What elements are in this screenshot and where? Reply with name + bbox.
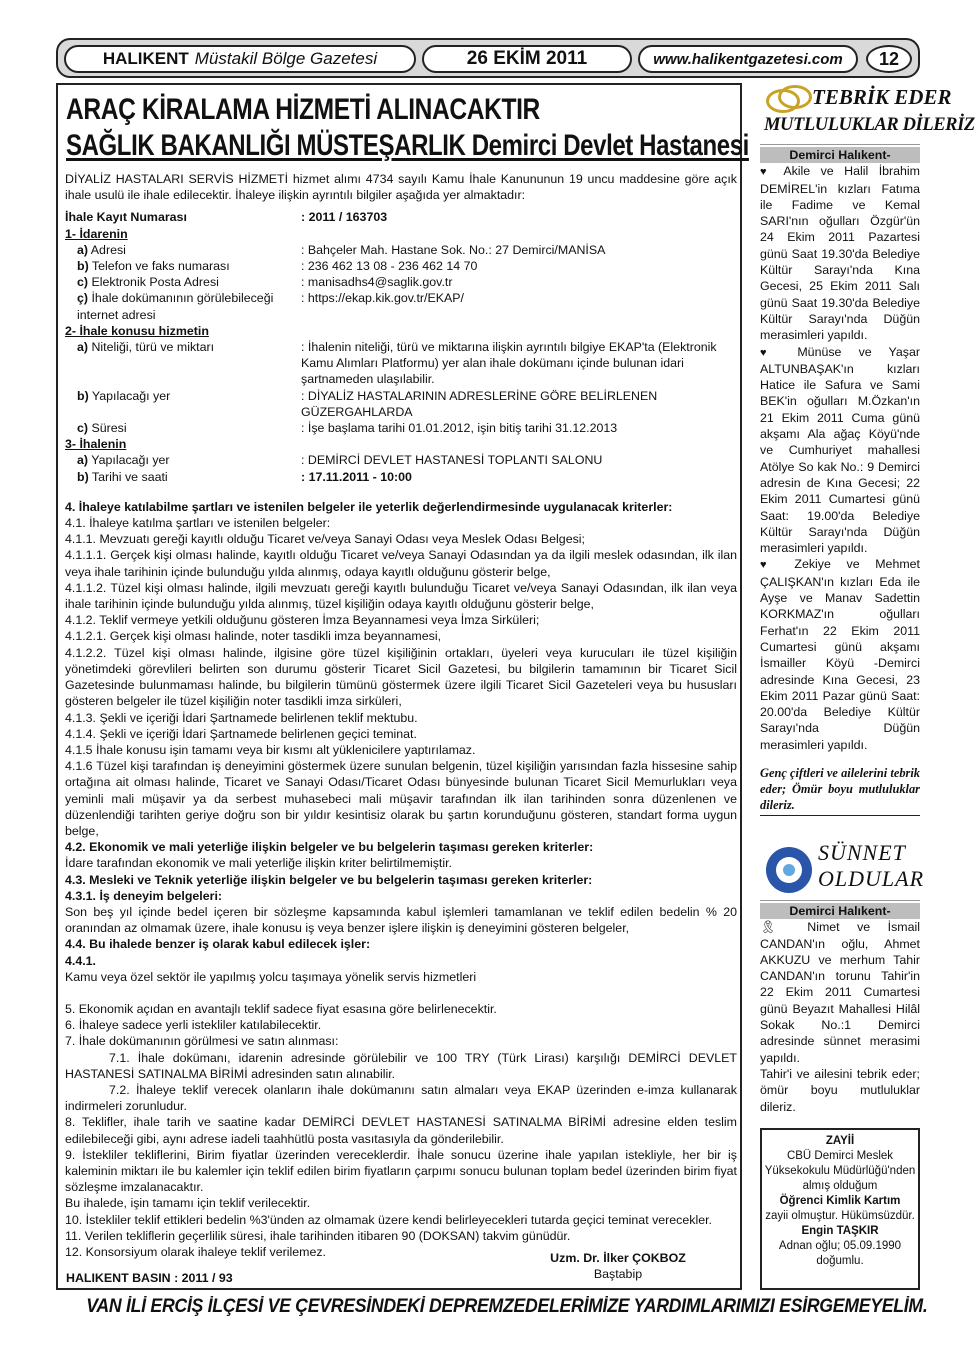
dateline: Demirci Halıkent-	[760, 903, 920, 919]
congratulations-column	[760, 83, 975, 825]
circumcision-wish: Tahir'i ve ailesini tebrik eder; ömür boyu mutluluklar dileriz.	[760, 1066, 920, 1114]
info-row: b) Telefon ve faks numarası : 236 462 13 08 - 236 462 14 70	[77, 259, 478, 274]
clause: 4.1.4. Şekli ve içeriği İdari Şartnamede belirlenen geçici teminat.	[65, 726, 417, 741]
paper-name-pill	[64, 45, 416, 73]
ribbon-icon: 🎗	[760, 920, 790, 935]
masthead	[56, 38, 920, 78]
info-row: a) Niteliği, türü ve miktarı : İhalenin niteliği, türü ve miktarına ilişkin ayrıntılı bilgiye EKAP'ta (Elektronik Kamu Alımları Platformu) yer alan ihale dokümanı içinde bulunan idari şartnameden ulaşılabilir.	[77, 340, 717, 387]
clause: 4.3. Mesleki ve Teknik yeterliğe ilişkin belgeler ve bu belgelerin taşıması gereken kriterler:	[65, 872, 593, 887]
owner-details: Adnan oğlu; 05.09.1990 doğumlu.	[778, 1240, 902, 1267]
clause: 4. İhaleye katılabilme şartları ve istenilen belgeler ile yeterlik değerlendirmesinde uygulanacak kriterler:	[65, 499, 673, 514]
press-reference: HALIKENT BASIN : 2011 / 93	[66, 1271, 233, 1285]
heart-icon: ♥	[760, 346, 781, 359]
wedding-ring-icon	[778, 85, 812, 109]
info-row: a) Adresi : Bahçeler Mah. Hastane Sok. No.: 27 Demirci/MANİSA	[77, 242, 606, 257]
section-title: 1- İdarenin	[65, 226, 128, 241]
heart-icon: ♥	[760, 166, 774, 179]
clause: 9. İstekliler tekliflerini, Birim fiyatlar üzerinden vereceklerdir. İhale sonucu üzerine ihale yapılan istekliyle, her bir iş kaleminin miktarı ile bu kalemler için teklif edilen birim fiyatların çarpımı sonucu bulunan toplam bedel üzerinden birim fiyat sözleşme imzalanacaktır.	[65, 1147, 737, 1195]
clause: 8. Teklifler, ihale tarih ve saatine kadar DEMİRCİ DEVLET HASTANESİ SATINALMA BİRİMİ adresine elden teslim edilebileceği gibi, aynı adrese iadeli taahhütlü posta vasıtasıyla da gönderilebilir.	[65, 1115, 737, 1146]
info-row: b) Tarihi ve saati : 17.11.2011 - 10:00	[77, 469, 412, 484]
banner-title: TEBRİK EDER	[812, 85, 952, 109]
paper-name: HALIKENT	[102, 49, 189, 68]
info-row: c) Elektronik Posta Adresi : manisadhs4@saglik.gov.tr	[77, 275, 453, 290]
clause: 5. Ekonomik açıdan en avantajlı teklif sadece fiyat esasına göre belirlenecektir.	[65, 1001, 497, 1016]
wedding-notice: ♥ Zekiye ve Mehmet ÇALIŞKAN'ın kızları Eda ile Ayşe ve Manav Sadettin KORKMAZ'ın oğulları Ferhat'ın 22 Ekim 2011 Cumartesi günü akşamı İsmailler Köyü -Demirci adresinde Kına Gecesi, 23 Ekim 2011 Pazar günü Saat: 20.00'da Belediye Kültür Sarayı'nda Düğün merasimleri yapıldı.	[760, 557, 920, 752]
info-row: b) Yapılacağı yer : DİYALİZ HASTALARININ ADRESLERİNE GÖRE BELİRLENEN GÜZERGAHLARDA	[77, 388, 658, 419]
clause: 4.1.1. Mevzuatı gereği kayıtlı olduğu Ticaret ve/veya Sanayi Odası veya Meslek Odası Belgesi;	[65, 532, 585, 547]
clause: 4.1.6 Tüzel kişi tarafından iş deneyimini göstermek üzere sunulan belgenin, tüzel kişiliğin yarısından fazla hissesine sahip ortağına ait olması halinde, Ticaret ve Sanayi Odası/Ticaret Odası bünyesinde bulunan Ticaret Sicil Memurlukları veya yeminli mali müşavir ya da serbest muhasebeci mali müşavir tarafından ilk ilan tarihinden sonra düzenlenen ve düzenlendiği tarihten geriye doğru son bir yıldır kesintisiz olarak bu şartın korunduğunu gösteren, standart forma uygun belge,	[65, 759, 737, 838]
clause: 6. İhaleye sadece yerli istekliler katılabilecektir.	[65, 1018, 322, 1033]
tender-announcement	[56, 83, 749, 1290]
lost-id-notice	[760, 1128, 920, 1290]
clause: 4.4.1.	[65, 953, 97, 968]
notice-title: ZAYİİ	[825, 1135, 855, 1147]
clause: 4.1.2. Teklif vermeye yetkili olduğunu gösteren İmza Beyannamesi veya İmza Sirküleri;	[65, 613, 540, 628]
clause: 4.1.5 İhale konusu işin tamamı veya bir kısmı alt yüklenicilere yaptırılamaz.	[65, 742, 476, 757]
banner-title: SÜNNET	[818, 840, 906, 865]
notice-item: Öğrenci Kimlik Kartım	[779, 1195, 901, 1207]
notice-text: zayii olmuştur. Hükümsüzdür.	[765, 1210, 915, 1222]
banner-subtitle: MUTLULUKLAR DİLERİZ	[764, 115, 975, 135]
clause: 4.1.3. Şekli ve içeriği İdari Şartnamede belirlenen teklif mektubu.	[65, 710, 418, 725]
clause: 11. Verilen tekliflerin geçerlilik süresi, ihale tarihinden itibaren 90 (DOKSAN) takvim günüdür.	[65, 1228, 571, 1243]
signer-name: Uzm. Dr. İlker ÇOKBOZ	[550, 1251, 686, 1265]
clause: 4.3.1. İş deneyim belgeleri:	[65, 888, 223, 903]
registration-row	[65, 209, 737, 225]
clause: Kamu veya özel sektör ile yapılmış yolcu taşımaya yönelik servis hizmetleri	[65, 969, 477, 984]
clause: 4.1.2.1. Gerçek kişi olması halinde, noter tasdikli imza beyannamesi,	[65, 629, 442, 644]
issue-date: 26 EKİM 2011	[422, 45, 632, 73]
section-title: 2- İhale konusu hizmetin	[65, 323, 209, 338]
footer-slogan: VAN İLİ ERCİŞ İLÇESİ VE ÇEVRESİNDEKİ DEPREMZEDELERİMİZE YARDIMLARIMIZI ESİRGEMEYELİM.	[86, 1296, 928, 1317]
page-number: 12	[866, 45, 912, 73]
intro-paragraph: DİYALİZ HASTALARI SERVİS HİZMETİ hizmet alımı 4734 sayılı Kamu İhale Kanununun 19 uncu maddesine göre açık ihale usulü ile ihale edilecektir. İhaleye ilişkin ayrıntılı bilgiler aşağıda yer almaktadır:	[65, 172, 737, 203]
article-subtitle: SAĞLIK BAKANLIĞI MÜSTEŞARLIK Demirci Devlet Hastanesi	[66, 129, 749, 162]
congratulations-banner	[760, 83, 975, 145]
clause: Bu ihalede, işin tamamı için teklif verilecektir.	[65, 1196, 311, 1211]
paper-subtitle: Müstakil Bölge Gazetesi	[194, 49, 378, 68]
clause: 7. İhale dokümanının görülmesi ve satın alınması:	[65, 1034, 339, 1049]
clause: 4.1.1.2. Tüzel kişi olması halinde, ilgili mevzuatı gereği kayıtlı bulunduğu Ticaret ve/veya Sanayi Odasından, ilk ilan veya ihale tarihinin içinde bulunduğu yılda alınmış, tüzel kişiliğin odaya kayıtlı olduğunu gösterir belge,	[65, 580, 737, 612]
circumcision-banner	[760, 840, 925, 901]
info-row: ç) İhale dokümanının görülebileceği internet adresi : https://ekap.kik.gov.tr/EKAP/	[77, 291, 464, 322]
clause: 4.1.1.1. Gerçek kişi olması halinde, kayıtlı olduğu Ticaret ve/veya Sanayi Odasından ya da ilgili meslek odasından, ilk ilan veya ihale tarihinin içinde bulunduğu yılda alınmış, odaya kayıtlı olduğunu gösterir belge,	[65, 548, 737, 579]
circumcision-column	[760, 840, 925, 1123]
clause: 12. Konsorsiyum olarak ihaleye teklif verilemez.	[65, 1245, 327, 1259]
clause: 7.2. İhaleye teklif verecek olanların ihale dokümanını satın almaları veya EKAP üzerinden e-imza kullanarak indirmeleri zorunludur.	[65, 1082, 737, 1114]
clause: 4.1. İhaleye katılma şartları ve istenilen belgeler:	[65, 516, 331, 531]
article-body	[65, 171, 737, 1260]
signer-title: Baştabip	[593, 1267, 643, 1281]
notices	[760, 919, 920, 1115]
registration-label: İhale Kayıt Numarası	[65, 210, 187, 225]
registration-value: : 2011 / 163703	[301, 210, 388, 225]
wedding-notice: ♥ Akile ve Halil İbrahim DEMİREL'in kızları Fatıma ile Fadime ve Kemal SARI'nın oğulları Özgür'ün 24 Ekim 2011 Pazartesi günü Saat 19.30'da Belediye Kültür Sarayı'nda Kına Gecesi, 25 Ekim 2011 Salı günü Saat 19.30'da Belediye Kültür Sarayı'nda Düğün merasimleri yapıldı.	[760, 164, 921, 343]
dateline: Demirci Halıkent-	[760, 147, 920, 163]
website-url: www.halikentgazetesi.com	[638, 45, 858, 73]
owner-name: Engin TAŞKIR	[801, 1225, 879, 1237]
signature-block	[528, 1250, 708, 1282]
evil-eye-icon	[766, 847, 812, 893]
notice-text: CBÜ Demirci Meslek Yüksekokulu Müdürlüğü'nden almış olduğum	[764, 1150, 916, 1192]
clause: İdare tarafından ekonomik ve mali yeterliğe ilişkin kriter belirtilmemiştir.	[65, 856, 453, 871]
clause: 4.2. Ekonomik ve mali yeterliğe ilişkin belgeler ve bu belgelerin taşıması gereken kriterler:	[65, 840, 594, 855]
notices	[760, 163, 920, 753]
section-title: 3- İhalenin	[65, 437, 127, 452]
clause: 7.1. İhale dokümanı, idarenin adresinde görülebilir ve 100 TRY (Türk Lirası) karşılığı DEMİRCİ DEVLET HASTANESİ SATINALMA BİRİMİ adresinden satın alınabilir.	[65, 1050, 737, 1081]
info-row: a) Yapılacağı yer : DEMİRCİ DEVLET HASTANESİ TOPLANTI SALONU	[77, 453, 603, 468]
wedding-notice: ♥ Münüse ve Yaşar ALTUNBAŞAK'ın kızları Hatice ile Safura ve Sami BEK'in oğulları M.Özkan'ın 21 Ekim 2011 Cuma günü akşamı Ala ağaç Köyü'nde ve Cumhuriyet mahallesi Atölye So kak No.: 9 Demirci adresin de Kına Gecesi; 22 Ekim 2011 Cumartesi günü Saat: 19.00'da Belediye Kültür Sarayı'nda Düğün merasimleri yapıldı.	[760, 344, 921, 556]
banner-subtitle: OLDULAR	[818, 866, 925, 891]
clause: 4.4. Bu ihalede benzer iş olarak kabul edilecek işler:	[65, 937, 371, 952]
circumcision-notice: 🎗 Nimet ve İsmail CANDAN'ın oğlu, Ahmet AKKUZU ve merhum Tahir CANDAN'ın torunu Tahir'in 22 Ekim 2011 Cumartesi günü Beyazıt Mahallesi Hilâl Sokak No.:1 Demirci adresinde sünnet merasimi yapıldı.	[760, 920, 920, 1065]
heart-icon: ♥	[760, 559, 779, 572]
info-row: c) Süresi : İşe başlama tarihi 01.01.2012, işin bitiş tarihi 31.12.2013	[77, 421, 618, 436]
closing-wish: Genç çiftleri ve ailelerini tebrik eder; Ömür boyu mutluluklar dileriz.	[760, 765, 920, 816]
clause: 10. İstekliler teklif ettikleri bedelin %3'ünden az olmamak üzere kendi belirleyecekleri tutarda geçici teminat verecekler.	[65, 1212, 712, 1227]
article-title: ARAÇ KİRALAMA HİZMETİ ALINACAKTIR	[66, 93, 540, 126]
clause: 4.1.2.2. Tüzel kişi olması halinde, ilgisine göre tüzel kişiliğinin ortakları, üyeleri veya kurucuları ile tüzel kişiliğin yönetimdeki görevlileri belirten son durumu gösterir Ticaret Sicil Gazetesi, bu bilgilerin tamamının bir Ticaret Sicil Gazetesinde bulunmaması halinde, bu bilgilerin tümünü göstermek üzere ilgili Ticaret Sicil Gazeteleri veya bu hususları gösteren belgeler ile tüzel kişiliğin noter tasdikli imza sirküleri,	[65, 645, 737, 709]
clause: Son beş yıl içinde bedel içeren bir sözleşme kapsamında kabul işlemleri tamamlanan ve teklif edilen bedelin % 20 oranından az olmamak üzere, ihale konusu iş veya benzer işlere ilişkin iş deneyimini gösteren belgeler,	[65, 904, 737, 936]
